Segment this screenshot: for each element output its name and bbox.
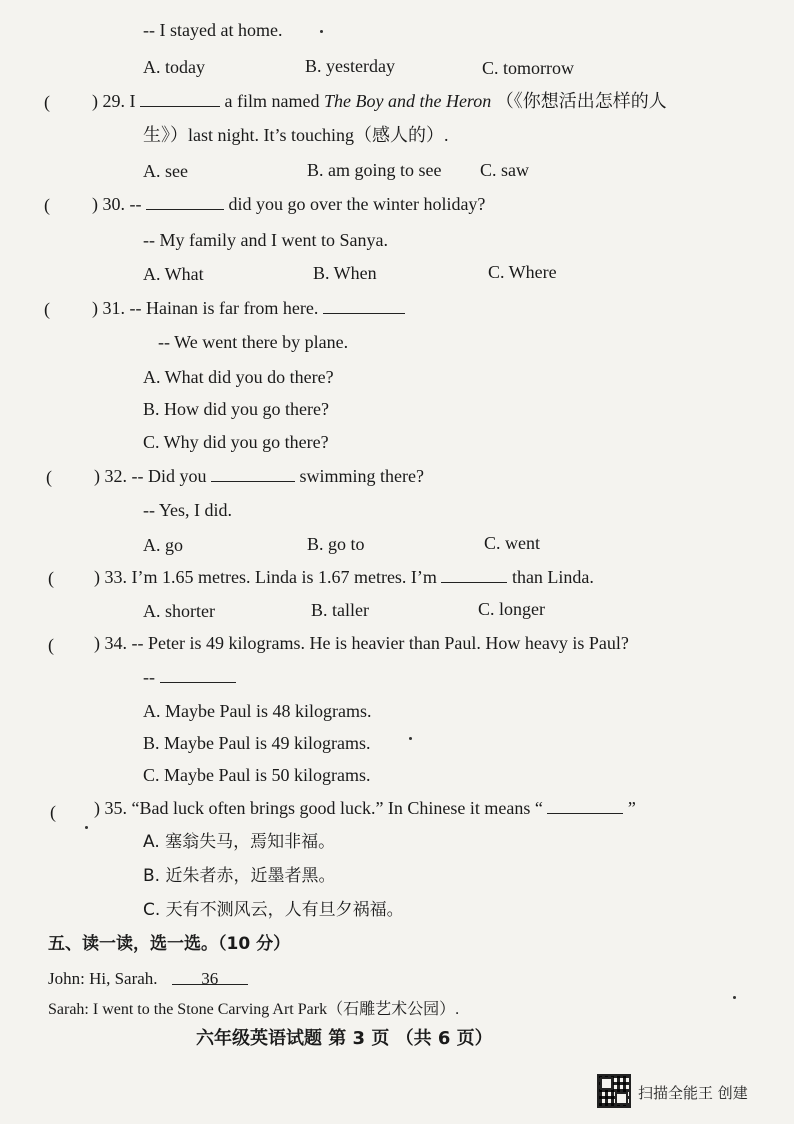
qr-code-icon xyxy=(597,1074,631,1108)
answer-blank[interactable] xyxy=(146,193,224,210)
question-30 xyxy=(92,193,485,215)
option-c: C. longer xyxy=(478,599,545,619)
q33-post: than Linda. xyxy=(511,567,594,587)
section-heading: 五、读一读，选一选。（10 分） xyxy=(48,934,291,954)
answer-blank[interactable] xyxy=(140,90,220,107)
dialogue-john xyxy=(48,968,248,990)
answer-bracket[interactable]: ( xyxy=(50,802,56,822)
question-29 xyxy=(92,90,667,113)
option-c: C. 天有不测风云，人有旦夕祸福。 xyxy=(143,900,404,920)
option-b: B. Maybe Paul is 49 kilograms. xyxy=(143,733,371,753)
answer-bracket[interactable]: ( xyxy=(48,635,54,655)
speck xyxy=(85,826,88,829)
page-footer: 六年级英语试题 第 3 页 （共 6 页） xyxy=(196,1028,493,1049)
option-c: C. Why did you go there? xyxy=(143,432,329,452)
option-a: A. see xyxy=(143,161,188,181)
answer-blank[interactable] xyxy=(211,465,295,482)
q34-dash: -- xyxy=(143,667,155,687)
option-a: A. What xyxy=(143,264,204,284)
option-b: B. How did you go there? xyxy=(143,399,329,419)
answer-bracket[interactable]: ( xyxy=(48,568,54,588)
answer-bracket[interactable]: ( xyxy=(44,195,50,215)
scanner-watermark: 扫描全能王 创建 xyxy=(638,1084,748,1102)
option-b: B. taller xyxy=(311,600,369,620)
q29-chinese: （《你想活出怎样的人 xyxy=(495,91,667,112)
answer-line: -- I stayed at home. xyxy=(143,20,283,40)
q30-post: did you go over the winter holiday? xyxy=(228,194,486,214)
q33-prefix: ) 33. I’m 1.65 metres. Linda is 1.67 metres. I’m xyxy=(94,567,437,587)
option-c: C. Maybe Paul is 50 kilograms. xyxy=(143,765,371,785)
q35-post: ” xyxy=(627,798,636,818)
option-c: C. went xyxy=(484,533,540,553)
speck xyxy=(320,30,323,33)
answer-blank[interactable] xyxy=(160,666,236,683)
option-a: A. today xyxy=(143,57,205,77)
answer-bracket[interactable]: ( xyxy=(44,299,50,319)
q35-prefix: ) 35. “Bad luck often brings good luck.” In Chinese it means “ xyxy=(94,798,543,818)
speck xyxy=(733,996,736,999)
option-b: B. When xyxy=(313,263,377,283)
question-31 xyxy=(92,297,405,319)
option-c: C. saw xyxy=(480,160,529,180)
option-b: B. am going to see xyxy=(307,160,442,180)
answer-bracket[interactable]: ( xyxy=(44,92,50,112)
option-a: A. go xyxy=(143,535,183,555)
q31-line2: -- We went there by plane. xyxy=(158,332,349,352)
q34-answer-line xyxy=(143,666,236,688)
answer-blank-36[interactable] xyxy=(172,968,248,988)
question-33 xyxy=(94,566,594,588)
question-35 xyxy=(94,797,636,819)
answer-bracket[interactable]: ( xyxy=(46,467,52,487)
option-b: B. yesterday xyxy=(305,56,395,76)
q32-prefix: ) 32. -- Did you xyxy=(94,466,207,486)
option-a: A. Maybe Paul is 48 kilograms. xyxy=(143,701,372,721)
q29-mid: a film named xyxy=(224,91,320,111)
dialogue-sarah: Sarah: I went to the Stone Carving Art Park（石雕艺术公园）. xyxy=(48,1001,460,1018)
option-b: B. go to xyxy=(307,534,365,554)
answer-blank[interactable] xyxy=(323,297,405,314)
blank-number: 36 xyxy=(201,969,219,988)
q31-prefix: ) 31. -- Hainan is far from here. xyxy=(92,298,319,318)
q29-line2: 生》）last night. It’s touching（感人的）. xyxy=(143,125,449,145)
john-line: John: Hi, Sarah. xyxy=(48,969,158,988)
answer-blank[interactable] xyxy=(441,566,507,583)
option-a: A. What did you do there? xyxy=(143,367,334,387)
option-c: C. tomorrow xyxy=(482,58,574,78)
film-title: The Boy and the Heron xyxy=(323,91,492,111)
q32-post: swimming there? xyxy=(299,466,424,486)
question-32 xyxy=(94,465,424,487)
q32-line2: -- Yes, I did. xyxy=(143,500,233,520)
q30-prefix: ) 30. -- xyxy=(92,194,142,214)
option-a: A. shorter xyxy=(143,601,215,621)
option-c: C. Where xyxy=(488,262,557,282)
speck xyxy=(409,737,412,740)
q29-prefix: ) 29. I xyxy=(92,91,136,111)
option-b: B. 近朱者赤，近墨者黑。 xyxy=(143,866,336,886)
q30-line2: -- My family and I went to Sanya. xyxy=(143,230,388,250)
answer-blank[interactable] xyxy=(547,797,623,814)
question-34: ) 34. -- Peter is 49 kilograms. He is heavier than Paul. How heavy is Paul? xyxy=(94,633,629,653)
option-a: A. 塞翁失马，焉知非福。 xyxy=(143,832,336,852)
